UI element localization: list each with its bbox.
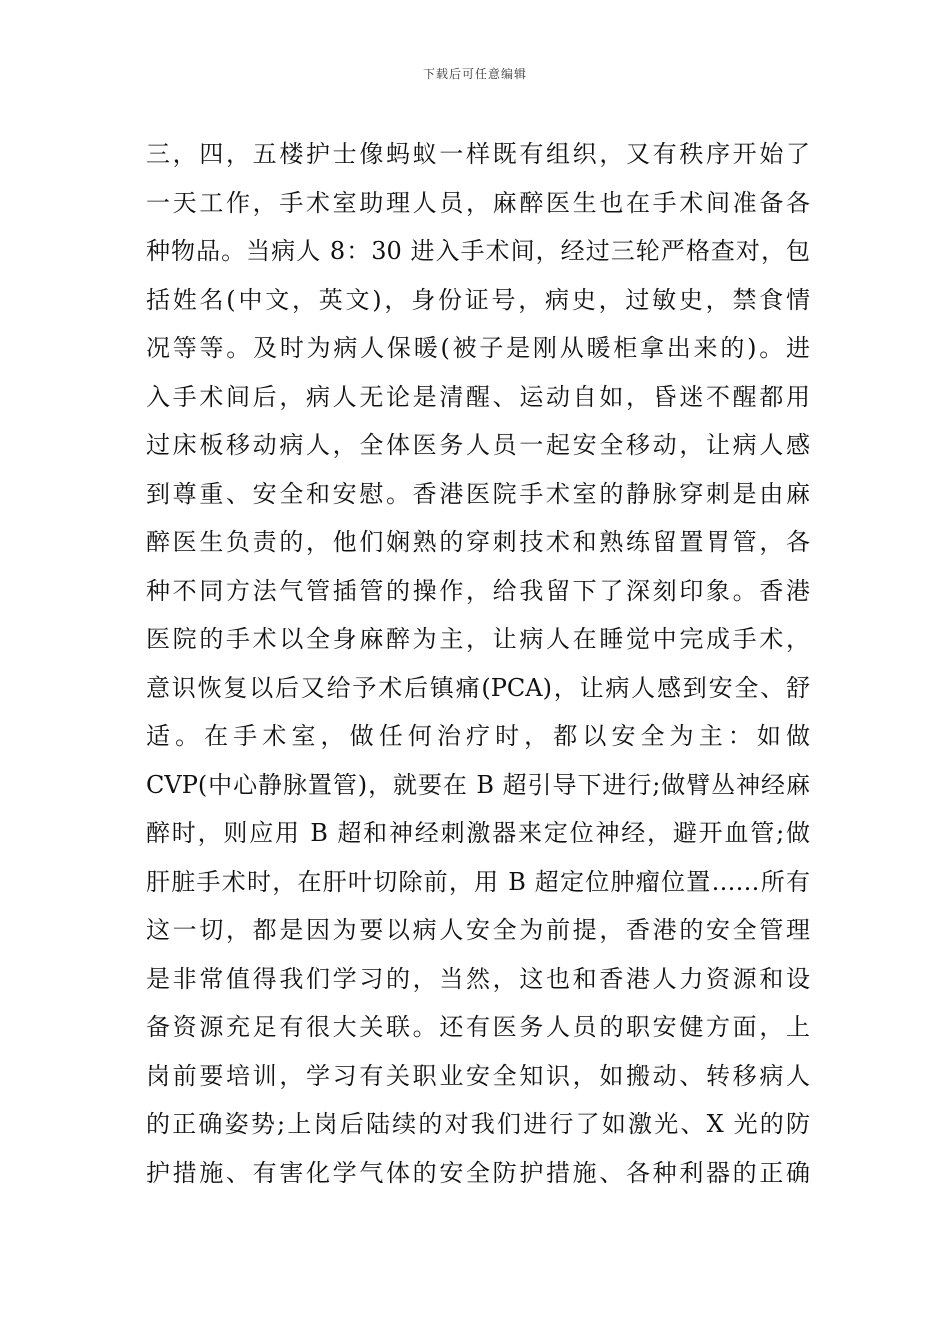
paragraph-line: 是非常值得我们学习的，当然，这也和香港人力资源和设 — [146, 964, 810, 993]
paragraph-line: 一天工作，手术室助理人员，麻醉医生也在手术间准备各 — [146, 188, 810, 217]
paragraph-line: 醉时，则应用 B 超和神经刺激器来定位神经，避开血管;做 — [146, 819, 810, 847]
paragraph-line: 这一切，都是因为要以病人安全为前提，香港的安全管理 — [146, 916, 810, 944]
page-header-note: 下载后可任意编辑 — [422, 67, 527, 81]
paragraph-line: 三，四，五楼护士像蚂蚁一样既有组织，又有秩序开始了 — [146, 140, 810, 168]
paragraph-line: 岗前要培训，学习有关职业安全知识，如搬动、转移病人 — [146, 1061, 810, 1090]
paragraph-line: 种物品。当病人 8：30 进入手术间，经过三轮严格查对，包 — [146, 237, 810, 265]
paragraph-line: 到尊重、安全和安慰。香港医院手术室的静脉穿刺是由麻 — [146, 479, 810, 508]
paragraph-line: CVP(中心静脉置管)，就要在 B 超引导下进行;做臂丛神经麻 — [146, 770, 810, 799]
paragraph-line: 种不同方法气管插管的操作，给我留下了深刻印象。香港 — [146, 576, 810, 605]
paragraph-line: 入手术间后，病人无论是清醒、运动自如，昏迷不醒都用 — [146, 382, 810, 411]
paragraph-line: 护措施、有害化学气体的安全防护措施、各种利器的正确 — [146, 1158, 810, 1187]
paragraph-line: 医院的手术以全身麻醉为主，让病人在睡觉中完成手术， — [146, 625, 810, 653]
paragraph-line: 醉医生负责的，他们娴熟的穿刺技术和熟练留置胃管，各 — [146, 528, 810, 556]
paragraph-line: 意识恢复以后又给予术后镇痛(PCA)，让病人感到安全、舒 — [146, 673, 810, 702]
paragraph-line: 过床板移动病人，全体医务人员一起安全移动，让病人感 — [146, 431, 810, 459]
paragraph-line: 括姓名(中文，英文)，身份证号，病史，过敏史，禁食情 — [146, 285, 810, 314]
paragraph-line: 备资源充足有很大关联。还有医务人员的职安健方面，上 — [146, 1013, 810, 1041]
paragraph-line: 况等等。及时为病人保暖(被子是刚从暖柜拿出来的)。进 — [146, 334, 810, 362]
paragraph-line: 适。在手术室，做任何治疗时，都以安全为主：如做 — [146, 722, 810, 750]
paragraph-line: 的正确姿势;上岗后陆续的对我们进行了如激光、X 光的防 — [146, 1110, 810, 1138]
paragraph-line: 肝脏手术时，在肝叶切除前，用 B 超定位肿瘤位置……所有 — [146, 867, 810, 896]
document-body — [146, 130, 810, 1197]
